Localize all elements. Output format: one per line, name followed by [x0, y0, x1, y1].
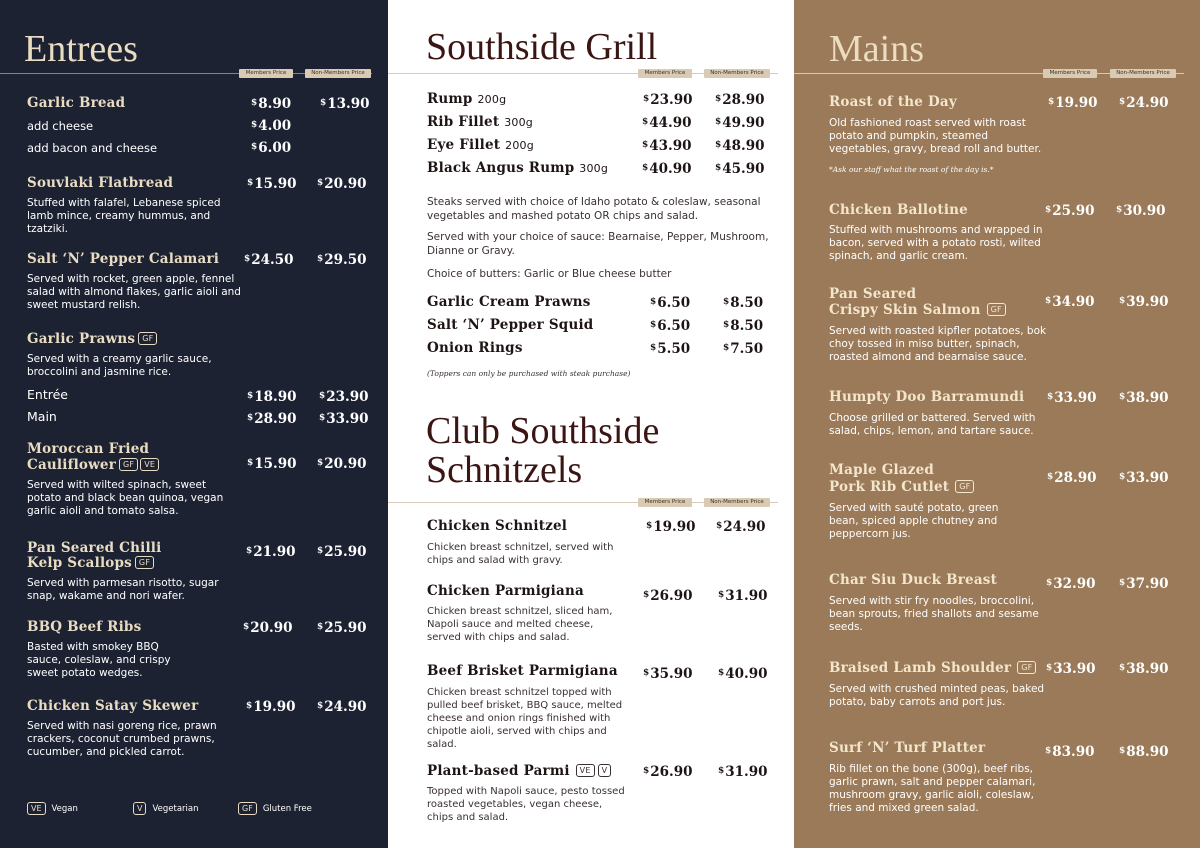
sauce-info: Served with your choice of sauce: Bearnaise, Pepper, Mushroom, Dianne or Gravy.: [427, 231, 769, 257]
legend-gluten-free: GF Gluten Free: [238, 802, 312, 815]
menu-item-description: Served with stir fry noodles, broccolini, bean sprouts, fried shallots and sesame seeds.: [829, 595, 1039, 633]
menu-item-description: Old fashioned roast served with roast potato and pumpkin, steamed vegetables, gravy, bread roll and butter.: [829, 117, 1042, 155]
menu-item-name: BBQ Beef Ribs: [27, 619, 142, 635]
non-members-price: $25.90: [317, 620, 367, 636]
members-price: $26.90: [643, 588, 693, 604]
schnitzels-title-line2: Schnitzels: [426, 449, 583, 491]
menu-item-name: Crispy Skin Salmon GF: [829, 302, 1006, 318]
menu-addon-name: add cheese: [27, 119, 94, 133]
steak-name: Black Angus Rump 300g: [427, 160, 609, 176]
menu-item-description: Served with a creamy garlic sauce, broccolini and jasmine rice.: [27, 353, 212, 378]
menu-item-name: Cauliflower GF VE: [27, 457, 159, 473]
non-members-price: $24.90: [317, 699, 367, 715]
legend-vegetarian: V Vegetarian: [133, 802, 199, 815]
menu-item-name: Garlic Prawns GF: [27, 331, 157, 347]
menu-item-name: Pan Seared Chilli: [27, 540, 162, 556]
steak-name: Rib Fillet 300g: [427, 114, 533, 130]
portion-name: Main: [27, 409, 57, 424]
non-members-price: $30.90: [1116, 203, 1166, 219]
members-price: $28.90: [1047, 470, 1097, 486]
menu-item-name: Humpty Doo Barramundi: [829, 389, 1025, 405]
gluten-free-badge: GF: [238, 802, 257, 815]
menu-item-description: Basted with smokey BBQ sauce, coleslaw, and crispy sweet potato wedges.: [27, 641, 171, 679]
gluten-free-badge: GF: [119, 458, 138, 471]
menu-item-name: Kelp Scallops GF: [27, 555, 154, 571]
vegetarian-badge: V: [598, 764, 612, 777]
mains-panel: [794, 0, 1200, 848]
menu-item-description: Served with crushed minted peas, baked potato, baby carrots and port jus.: [829, 683, 1045, 708]
toppers-note: (Toppers can only be purchased with steak purchase): [427, 369, 631, 378]
vegan-badge: VE: [27, 802, 46, 815]
members-price: $19.90: [646, 519, 696, 535]
members-price: $15.90: [247, 456, 297, 472]
mains-title: Mains: [829, 28, 924, 70]
members-price: $26.90: [643, 764, 693, 780]
menu-item-name: Chicken Ballotine: [829, 202, 968, 218]
topper-name: Garlic Cream Prawns: [427, 294, 591, 310]
members-price: $28.90: [247, 411, 297, 427]
non-members-price: $24.90: [1119, 95, 1169, 111]
members-price: $43.90: [642, 138, 692, 154]
non-members-price: $33.90: [319, 411, 369, 427]
non-members-price: $45.90: [715, 161, 765, 177]
menu-item-name: Surf ‘N’ Turf Platter: [829, 740, 986, 756]
menu-item-name: Moroccan Fried: [27, 441, 150, 457]
non-members-price: $23.90: [319, 389, 369, 405]
menu-item-description: Served with nasi goreng rice, prawn crackers, coconut crumbed prawns, cucumber, and pickled carrot.: [27, 720, 217, 758]
roast-note: *Ask our staff what the roast of the day is.*: [829, 165, 994, 174]
members-price-label: Members Price: [638, 498, 692, 507]
menu-item-name: Beef Brisket Parmigiana: [427, 663, 618, 679]
members-price: $19.90: [1048, 95, 1098, 111]
members-price: $44.90: [642, 115, 692, 131]
members-price-label: Members Price: [239, 69, 293, 78]
non-members-price: $48.90: [715, 138, 765, 154]
non-members-price: $33.90: [1119, 470, 1169, 486]
schnitzels-title-line1: Club Southside: [426, 410, 660, 452]
vegetarian-badge: V: [133, 802, 146, 815]
menu-item-description: Topped with Napoli sauce, pesto tossed roasted vegetables, vegan cheese, chips and salad.: [427, 786, 625, 823]
non-members-price-label: Non-Members Price: [704, 69, 770, 78]
steak-name: Eye Fillet 200g: [427, 137, 534, 153]
menu-item-description: Served with parmesan risotto, sugar snap, wakame and nori wafer.: [27, 577, 219, 602]
members-price: $33.90: [1047, 390, 1097, 406]
non-members-price: $49.90: [715, 115, 765, 131]
members-price: $33.90: [1046, 661, 1096, 677]
members-price: $19.90: [246, 699, 296, 715]
members-price: $21.90: [246, 544, 296, 560]
members-price: $8.90: [251, 96, 292, 112]
gluten-free-badge: GF: [138, 332, 157, 345]
legend-vegan: VE Vegan: [27, 802, 78, 815]
members-price: $6.50: [650, 295, 691, 311]
grill-panel: [388, 0, 794, 848]
members-price: $32.90: [1046, 576, 1096, 592]
menu-item-description: Chicken breast schnitzel topped with pulled beef brisket, BBQ sauce, melted cheese and onion rings finished with chipotle aioli, served with chips and salad.: [427, 687, 623, 750]
non-members-price: $39.90: [1119, 294, 1169, 310]
vegan-badge: VE: [576, 764, 595, 777]
portion-name: Entrée: [27, 387, 68, 402]
menu-item-description: Chicken breast schnitzel, sliced ham, Napoli sauce and melted cheese, served with chips and salad.: [427, 606, 613, 643]
members-price: $25.90: [1045, 203, 1095, 219]
gluten-free-badge: GF: [135, 556, 154, 569]
non-members-price: $37.90: [1119, 576, 1169, 592]
grill-title: Southside Grill: [426, 26, 658, 68]
members-price: $34.90: [1045, 294, 1095, 310]
non-members-price: $8.50: [723, 295, 764, 311]
non-members-price-label: Non-Members Price: [704, 498, 770, 507]
members-price: $40.90: [642, 161, 692, 177]
non-members-price: $31.90: [718, 764, 768, 780]
menu-item-name: Braised Lamb Shoulder GF: [829, 660, 1036, 676]
gluten-free-badge: GF: [955, 480, 974, 493]
menu-item-name: Souvlaki Flatbread: [27, 175, 174, 191]
members-price: $20.90: [243, 620, 293, 636]
non-members-price: $25.90: [317, 544, 367, 560]
members-price-label: Members Price: [638, 69, 692, 78]
entrees-panel: [0, 0, 388, 848]
menu-item-name: Chicken Parmigiana: [427, 583, 584, 599]
members-price: $6.00: [251, 140, 292, 156]
members-price: $6.50: [650, 318, 691, 334]
menu-item-description: Stuffed with mushrooms and wrapped in bacon, served with a potato rosti, wilted spinach, and garlic cream.: [829, 224, 1043, 262]
menu-item-name: Plant-based Parmi VE V: [427, 763, 611, 779]
non-members-price: $40.90: [718, 666, 768, 682]
menu-item-name: Pan Seared: [829, 286, 917, 302]
menu-item-description: Served with roasted kipfler potatoes, bok choy tossed in miso butter, spinach, roasted almond and bearnaise sauce.: [829, 325, 1047, 363]
vegan-badge: VE: [140, 458, 159, 471]
members-price: $4.00: [251, 118, 292, 134]
gluten-free-badge: GF: [1017, 661, 1036, 674]
members-price: $24.50: [244, 252, 294, 268]
non-members-price: $38.90: [1119, 661, 1169, 677]
menu-item-name: Roast of the Day: [829, 94, 957, 110]
menu-item-description: Stuffed with falafel, Lebanese spiced lamb mince, creamy hummus, and tzatziki.: [27, 197, 221, 235]
non-members-price-label: Non-Members Price: [1110, 69, 1176, 78]
non-members-price: $20.90: [317, 176, 367, 192]
gluten-free-badge: GF: [987, 303, 1006, 316]
menu-item-name: Chicken Schnitzel: [427, 518, 568, 534]
non-members-price: $8.50: [723, 318, 764, 334]
menu-item-description: Chicken breast schnitzel, served with chips and salad with gravy.: [427, 542, 614, 566]
non-members-price: $88.90: [1119, 744, 1169, 760]
menu-item-description: Choose grilled or battered. Served with salad, chips, lemon, and tartare sauce.: [829, 412, 1036, 437]
non-members-price: $13.90: [320, 96, 370, 112]
non-members-price: $38.90: [1119, 390, 1169, 406]
menu-item-description: Served with sauté potato, green bean, spiced apple chutney and peppercorn jus.: [829, 502, 999, 540]
topper-name: Onion Rings: [427, 340, 523, 356]
non-members-price: $24.90: [716, 519, 766, 535]
non-members-price-label: Non-Members Price: [305, 69, 371, 78]
menu-item-name: Maple Glazed: [829, 462, 935, 478]
steak-sides-info: Steaks served with choice of Idaho potato & coleslaw, seasonal vegetables and mashed potato OR chips and salad.: [427, 196, 761, 222]
menu-item-description: Rib fillet on the bone (300g), beef ribs, garlic prawn, salt and pepper calamari, mushroom gravy, garlic aioli, coleslaw, fries and mixed green salad.: [829, 763, 1036, 814]
members-price-label: Members Price: [1043, 69, 1097, 78]
menu-addon-name: add bacon and cheese: [27, 141, 158, 155]
menu-item-name: Char Siu Duck Breast: [829, 572, 998, 588]
non-members-price: $20.90: [317, 456, 367, 472]
menu-item-name: Chicken Satay Skewer: [27, 698, 199, 714]
menu-item-name: Pork Rib Cutlet GF: [829, 479, 974, 495]
members-price: $35.90: [643, 666, 693, 682]
menu-item-name: Garlic Bread: [27, 95, 126, 111]
non-members-price: $31.90: [718, 588, 768, 604]
butter-info: Choice of butters: Garlic or Blue cheese butter: [427, 268, 672, 280]
members-price: $5.50: [650, 341, 691, 357]
non-members-price: $7.50: [723, 341, 764, 357]
menu-item-description: Served with wilted spinach, sweet potato and black bean quinoa, vegan garlic aioli and tomato salsa.: [27, 479, 224, 517]
members-price: $83.90: [1045, 744, 1095, 760]
topper-name: Salt ‘N’ Pepper Squid: [427, 317, 594, 333]
steak-name: Rump 200g: [427, 91, 507, 107]
non-members-price: $28.90: [715, 92, 765, 108]
entrees-title: Entrees: [24, 28, 138, 70]
menu-item-description: Served with rocket, green apple, fennel salad with almond flakes, garlic aioli and sweet mustard relish.: [27, 273, 241, 311]
members-price: $18.90: [247, 389, 297, 405]
non-members-price: $29.50: [317, 252, 367, 268]
members-price: $15.90: [247, 176, 297, 192]
menu-item-name: Salt ‘N’ Pepper Calamari: [27, 251, 220, 267]
members-price: $23.90: [643, 92, 693, 108]
